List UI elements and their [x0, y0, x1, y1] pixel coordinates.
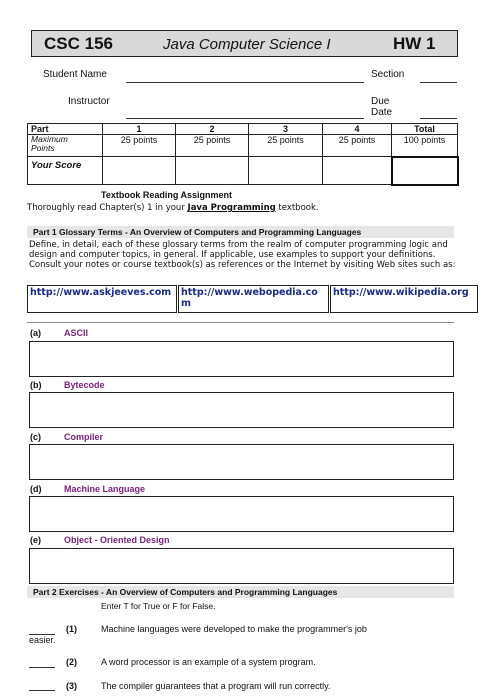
term-c-label: (c) — [30, 432, 41, 442]
max-label-line2: Points — [31, 143, 55, 153]
score-cell-4[interactable] — [323, 157, 392, 185]
score-cell-3[interactable] — [249, 157, 323, 185]
instructor-label: Instructor — [68, 96, 110, 107]
score-cell-total[interactable] — [392, 157, 458, 185]
reading-text-post: textbook. — [275, 203, 319, 213]
exercise-1-text: Machine languages were developed to make the programmer's job — [101, 624, 367, 634]
instructor-field[interactable] — [126, 118, 364, 119]
term-a: ASCII — [64, 328, 89, 338]
part2-heading: Part 2 Exercises - An Overview of Computers and Programming Languages — [33, 587, 338, 597]
answer-blank-2[interactable] — [29, 667, 55, 668]
student-name-label: Student Name — [43, 69, 107, 80]
site-link-webopedia[interactable]: http://www.webopedia.com — [178, 285, 329, 313]
exercise-3-number: (3) — [66, 681, 77, 691]
reading-instructions — [27, 203, 319, 213]
term-d: Machine Language — [64, 484, 146, 494]
reading-text-pre: Thoroughly read Chapter(s) 1 in your — [27, 203, 188, 213]
part-2-header: 2 — [176, 124, 249, 135]
due-label-line2: Date — [371, 107, 393, 118]
term-d-answer-box[interactable] — [29, 496, 454, 532]
part1-divider — [27, 322, 454, 323]
term-d-label: (d) — [30, 484, 42, 494]
part2-instructions: Enter T for True or F for False. — [101, 601, 216, 611]
course-code: CSC 156 — [44, 34, 113, 53]
site-link-wikipedia[interactable]: http://www.wikipedia.org — [330, 285, 478, 313]
due-date-label — [371, 96, 392, 118]
section-field[interactable] — [420, 82, 457, 83]
score-header-row — [28, 124, 458, 135]
textbook-title: Java Programming — [187, 203, 276, 213]
part-1-header: 1 — [103, 124, 176, 135]
exercise-1-text-cont: easier. — [29, 635, 56, 645]
max-points-4: 25 points — [323, 135, 392, 157]
reading-heading: Textbook Reading Assignment — [101, 190, 233, 200]
part-3-header: 3 — [249, 124, 323, 135]
score-cell-1[interactable] — [103, 157, 176, 185]
max-points-row — [28, 135, 458, 157]
term-a-label: (a) — [30, 328, 41, 338]
student-name-field[interactable] — [126, 82, 364, 83]
term-e-answer-box[interactable] — [29, 548, 454, 584]
term-c-answer-box[interactable] — [29, 444, 454, 480]
course-title: Java Computer Science I — [163, 36, 331, 53]
max-points-1: 25 points — [103, 135, 176, 157]
part-header: Part — [28, 124, 103, 135]
max-points-label — [28, 135, 103, 157]
score-table — [27, 123, 459, 186]
answer-blank-3[interactable] — [29, 690, 55, 691]
homework-number: HW 1 — [393, 34, 436, 53]
total-points: 100 points — [392, 135, 458, 157]
exercise-2-number: (2) — [66, 657, 77, 667]
term-e-label: (e) — [30, 535, 41, 545]
part1-instructions: Define, in detail, each of these glossary terms from the realm of computer programming logic and design and computer topics, in general. If applicable, use examples to support your definitions. Consult your notes or course textbook(s) as references or the Internet by visiting Web sites such as: — [29, 240, 456, 270]
term-b: Bytecode — [64, 380, 105, 390]
exercise-3-text: The compiler guarantees that a program will run correctly. — [101, 681, 331, 691]
your-score-label: Your Score — [28, 157, 103, 185]
exercise-1-number: (1) — [66, 624, 77, 634]
site-link-askjeeves[interactable]: http://www.askjeeves.com — [27, 285, 177, 313]
total-header: Total — [392, 124, 458, 135]
max-points-3: 25 points — [249, 135, 323, 157]
max-label-line1: Maximum — [31, 134, 68, 144]
max-points-2: 25 points — [176, 135, 249, 157]
section-label: Section — [371, 69, 405, 80]
header-bar — [31, 30, 458, 57]
due-label-line1: Due — [371, 96, 390, 107]
exercise-2-text: A word processor is an example of a system program. — [101, 657, 316, 667]
your-score-row — [28, 157, 458, 185]
due-date-field[interactable] — [420, 118, 457, 119]
term-b-answer-box[interactable] — [29, 392, 454, 428]
score-cell-2[interactable] — [176, 157, 249, 185]
part-4-header: 4 — [323, 124, 392, 135]
term-c: Compiler — [64, 432, 104, 442]
term-b-label: (b) — [30, 380, 42, 390]
term-a-answer-box[interactable] — [29, 341, 454, 377]
term-e: Object - Oriented Design — [64, 535, 170, 545]
part1-heading: Part 1 Glossary Terms - An Overview of Computers and Programming Languages — [33, 227, 362, 237]
